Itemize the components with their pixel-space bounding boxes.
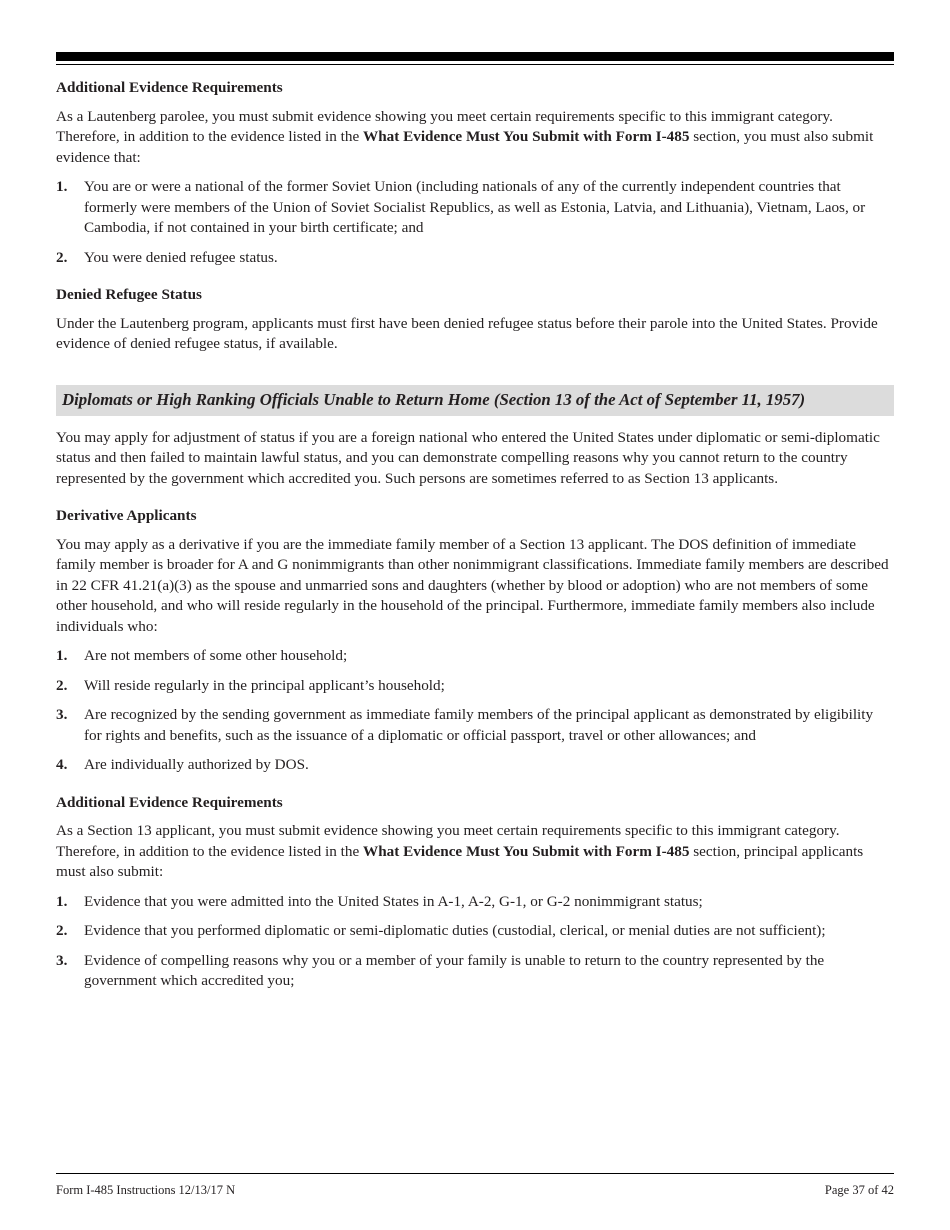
paragraph-section13-intro: You may apply for adjustment of status if you are a foreign national who entered the United States under diplomatic or semi-diplomatic status and then failed to maintain lawful status, and you can demonstrate compelling reasons why you cannot return to the country represented by the government which accredited you. Such persons are sometimes referred to as Section 13 applicants. <box>56 428 880 487</box>
list-family-members <box>56 646 894 776</box>
paragraph-section13-evidence-intro: As a Section 13 applicant, you must submit evidence showing you meet certain requirements specific to this immigrant category. Therefore, in addition to the evidence listed in the What Evidence Must You Submit with Form I-485 section, principal applicants must also submit: <box>56 822 864 880</box>
top-rule-thick <box>56 52 894 61</box>
page-content <box>56 78 894 1001</box>
footer-form-info: Form I-485 Instructions 12/13/17 N <box>56 1183 236 1197</box>
top-rule-thin <box>56 64 894 65</box>
footer-page-number: Page 37 of 42 <box>824 1183 894 1197</box>
section-banner-diplomats: Diplomats or High Ranking Officials Unable to Return Home (Section 13 of the Act of September 11, 1957) <box>56 385 894 416</box>
paragraph-derivative: You may apply as a derivative if you are the immediate family member of a Section 13 applicant. The DOS definition of immediate family member is broader for A and G nonimmigrants than other nonimmigrant classifications. Immediate family members are described in 22 CFR 41.21(a)(3) as the spouse and unmarried sons and daughters (whether by blood or adoption) who are not members of some other household, and who will reside regularly in the household of the principal. Furthermore, immediate family members also include individuals who: <box>56 535 889 635</box>
section-heading-additional-evidence-1: Additional Evidence Requirements <box>56 79 283 96</box>
list-item: 4. Are individually authorized by DOS. <box>56 756 309 773</box>
list-item: 3. Are recognized by the sending government as immediate family members of the principal applicant as demonstrated by eligibility for rights and benefits, such as the issuance of a diplomatic or official passport, travel or other allowances; and <box>56 706 874 744</box>
list-item: 1. Are not members of some other household; <box>56 647 348 664</box>
section-heading-additional-evidence-2: Additional Evidence Requirements <box>56 793 283 811</box>
list-item: 1. Evidence that you were admitted into the United States in A-1, A-2, G-1, or G-2 nonimmigrant status; <box>56 892 703 910</box>
list-section13-evidence <box>56 892 894 992</box>
list-item: 2. Evidence that you performed diplomatic or semi-diplomatic duties (custodial, clerical, or menial duties are not sufficient); <box>56 922 826 939</box>
section-heading-derivative-applicants: Derivative Applicants <box>56 507 197 524</box>
footer-rule <box>56 1173 894 1174</box>
list-item: 1. You are or were a national of the former Soviet Union (including nationals of any of the currently independent countries that formerly were members of the Union of Soviet Socialist Republics, as well as Estonia, Latvia, and Lithuania), Vietnam, Laos, or Cambodia, if not contained in your birth certificate; and <box>56 178 866 236</box>
paragraph-denied-refugee: Under the Lautenberg program, applicants must first have been denied refugee status before their parole into the United States. Provide evidence of denied refugee status, if available. <box>56 314 878 352</box>
list-lautenberg-evidence <box>56 177 894 268</box>
list-item: 3. Evidence of compelling reasons why you or a member of your family is unable to return to the country represented by the government which accredited you; <box>56 951 825 989</box>
paragraph-lautenberg-intro: As a Lautenberg parolee, you must submit evidence showing you meet certain requirements specific to this immigrant category. Therefore, in addition to the evidence listed in the What Evidence Must You Submit with Form I-485 section, you must also submit evidence that: <box>56 107 874 166</box>
list-item: 2. Will reside regularly in the principal applicant’s household; <box>56 676 445 694</box>
section-heading-denied-refugee: Denied Refugee Status <box>56 286 202 303</box>
list-item: 2. You were denied refugee status. <box>56 248 278 266</box>
